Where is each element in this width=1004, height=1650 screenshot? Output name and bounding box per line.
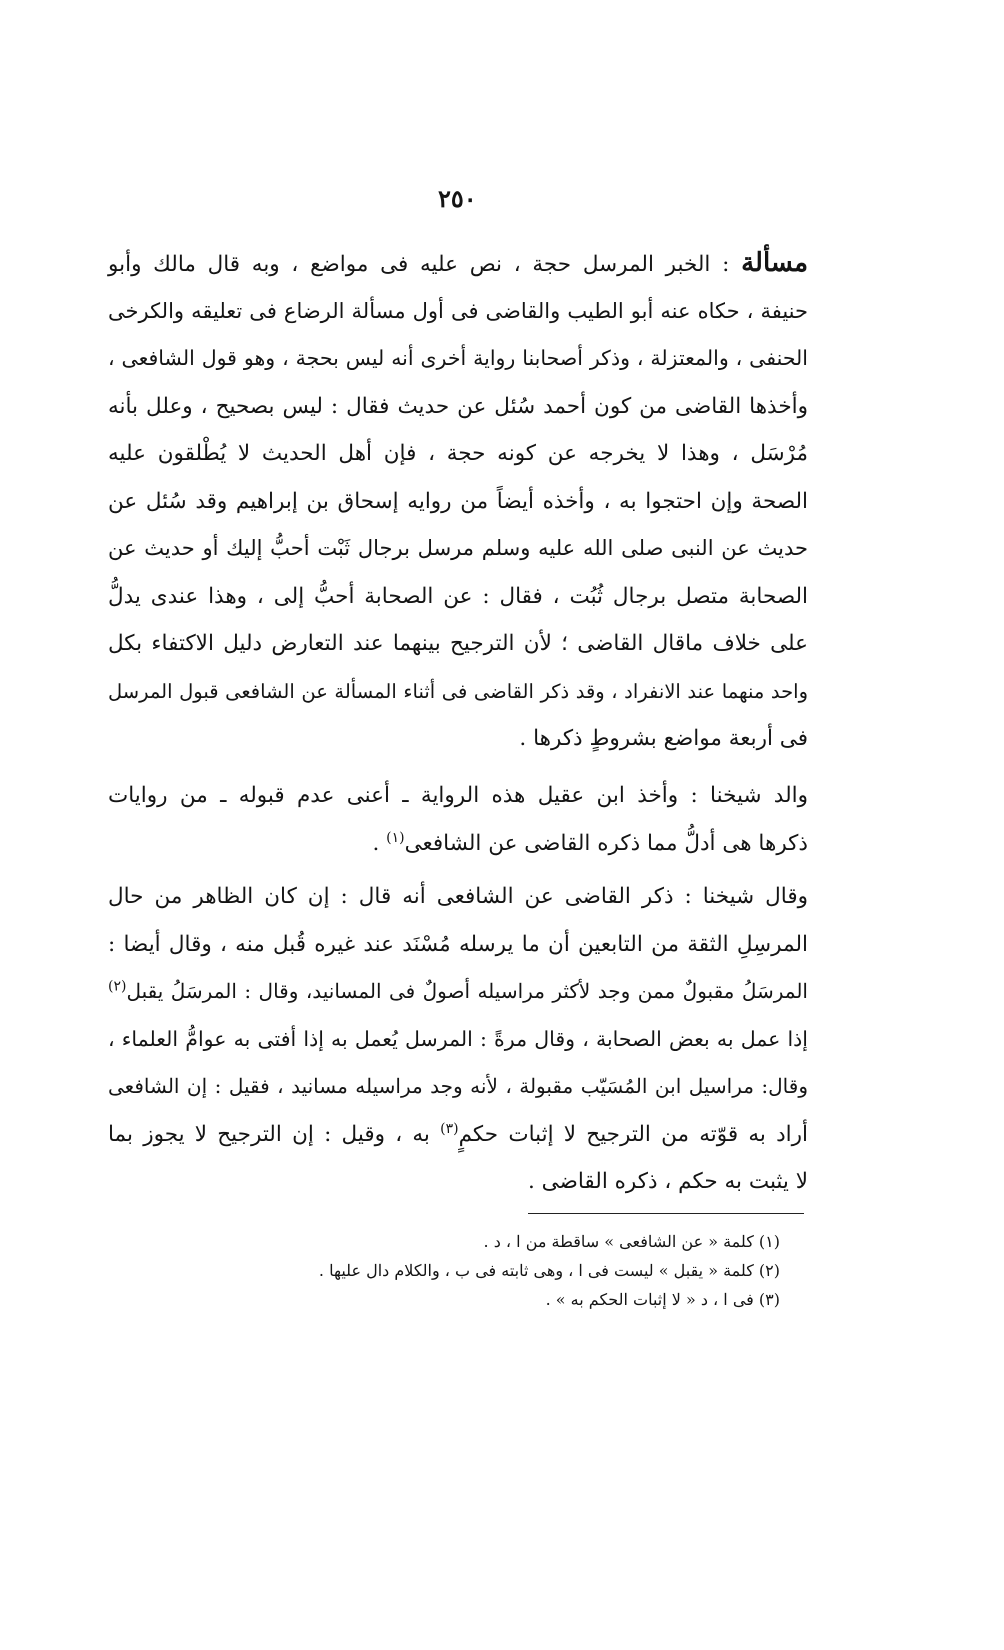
footnotes <box>180 1227 780 1314</box>
footnote-ref: (٣) <box>440 1120 459 1137</box>
text-line: مُرْسَل ، وهذا لا يخرجه عن كونه حجة ، فإن أهل الحديث لا يُطْلقون عليه <box>108 441 808 466</box>
text-line: المرسِلِ الثقة من التابعين أن ما يرسله مُسْنَد عند غيره قُبل منه ، وقال أيضا : <box>108 931 808 957</box>
text-span: المرسَلُ مقبولٌ ممن وجد لأكثر مراسيله أصولٌ فى المسانيد، وقال : المرسَلُ يقبل <box>126 979 808 1003</box>
text-line: وقال شيخنا : ذكر القاضى عن الشافعى أنه قال : إن كان الظاهر من حال <box>108 884 808 909</box>
footnote-ref: (٢) <box>108 978 127 995</box>
text-line: واحد منهما عند الانفراد ، وقد ذكر القاضى فى أثناء المسألة عن الشافعى قبول المرسل <box>108 679 808 703</box>
text-line: إذا عمل به بعض الصحابة ، وقال مرةً : المرسل يُعمل به إذا أفتى به عوامُّ العلماء ، <box>108 1026 808 1051</box>
text-line: وقال: مراسيل ابن المُسَيّب مقبولة ، لأنه وجد مراسيله مسانيد ، فقيل : إن الشافعى <box>108 1074 808 1098</box>
text-line: لا يثبت به حكم ، ذكره القاضى . <box>528 1169 808 1194</box>
text-span: . <box>372 830 387 856</box>
footnote: (٢) كلمة « يقبل » ليست فى ا ، وهى ثابته فى ب ، والكلام دال عليها . <box>318 1261 780 1280</box>
text-span: : الخبر المرسل حجة ، نص عليه فى مواضع ، وبه قال مالك وأبو <box>108 252 742 277</box>
footnote-ref: (١) <box>386 829 405 846</box>
text-line <box>108 1111 808 1159</box>
paragraph-mursal-hadith <box>108 240 808 763</box>
section-term: مسألة <box>741 248 808 278</box>
text-line: حنيفة ، حكاه عنه أبو الطيب والقاضى فى أول مسألة الرضاع فى تعليقه والكرخى <box>108 298 808 323</box>
text-line: فى أربعة مواضع بشروطٍ ذكرها . <box>519 726 808 751</box>
text-line <box>108 240 808 288</box>
text-line: والد شيخنا : وأخذ ابن عقيل هذه الرواية ـ أعنى عدم قبوله ـ من روايات <box>108 783 808 808</box>
paragraph-ibn-aqil <box>108 772 808 867</box>
footnote: (٣) فى ا ، د « لا إثبات الحكم به » . <box>545 1290 780 1309</box>
text-line: الصحابة متصل برجال ثُبُت ، فقال : عن الصحابة أحبُّ إلى ، وهذا عندى يدلُّ <box>108 583 808 609</box>
text-line <box>108 968 808 1016</box>
text-span: به ، وقيل : إن الترجيح لا يجوز بما <box>108 1121 441 1147</box>
text-line: على خلاف ماقال القاضى ؛ لأن الترجيح بينهما عند التعارض دليل الاكتفاء بكل <box>108 631 808 656</box>
text-line: الصحة وإن احتجوا به ، وأخذه أيضاً من روايه إسحاق بن إبراهيم وقد سُئل عن <box>108 488 808 514</box>
text-span: ذكرها هى أدلُّ مما ذكره القاضى عن الشافعى <box>404 830 808 856</box>
page-number: ٢٥٠ <box>438 184 477 213</box>
text-span: أراد به قوّته من الترجيح لا إثبات حكمٍ <box>458 1121 808 1147</box>
text-line: الحنفى ، والمعتزلة ، وذكر أصحابنا رواية أخرى أنه ليس بحجة ، وهو قول الشافعى ، <box>108 346 808 370</box>
text-line <box>108 820 808 868</box>
text-line: حديث عن النبى صلى الله عليه وسلم مرسل برجال ثَبْت أحبُّ إليك أو حديث عن <box>108 536 808 560</box>
text-line: وأخذها القاضى من كون أحمد سُئل عن حديث فقال : ليس بصحيح ، وعلل بأنه <box>108 393 808 419</box>
footnote-divider <box>528 1213 804 1214</box>
paragraph-shaykhuna <box>108 873 808 1206</box>
footnote: (١) كلمة « عن الشافعى » ساقطة من ا ، د . <box>483 1232 780 1251</box>
